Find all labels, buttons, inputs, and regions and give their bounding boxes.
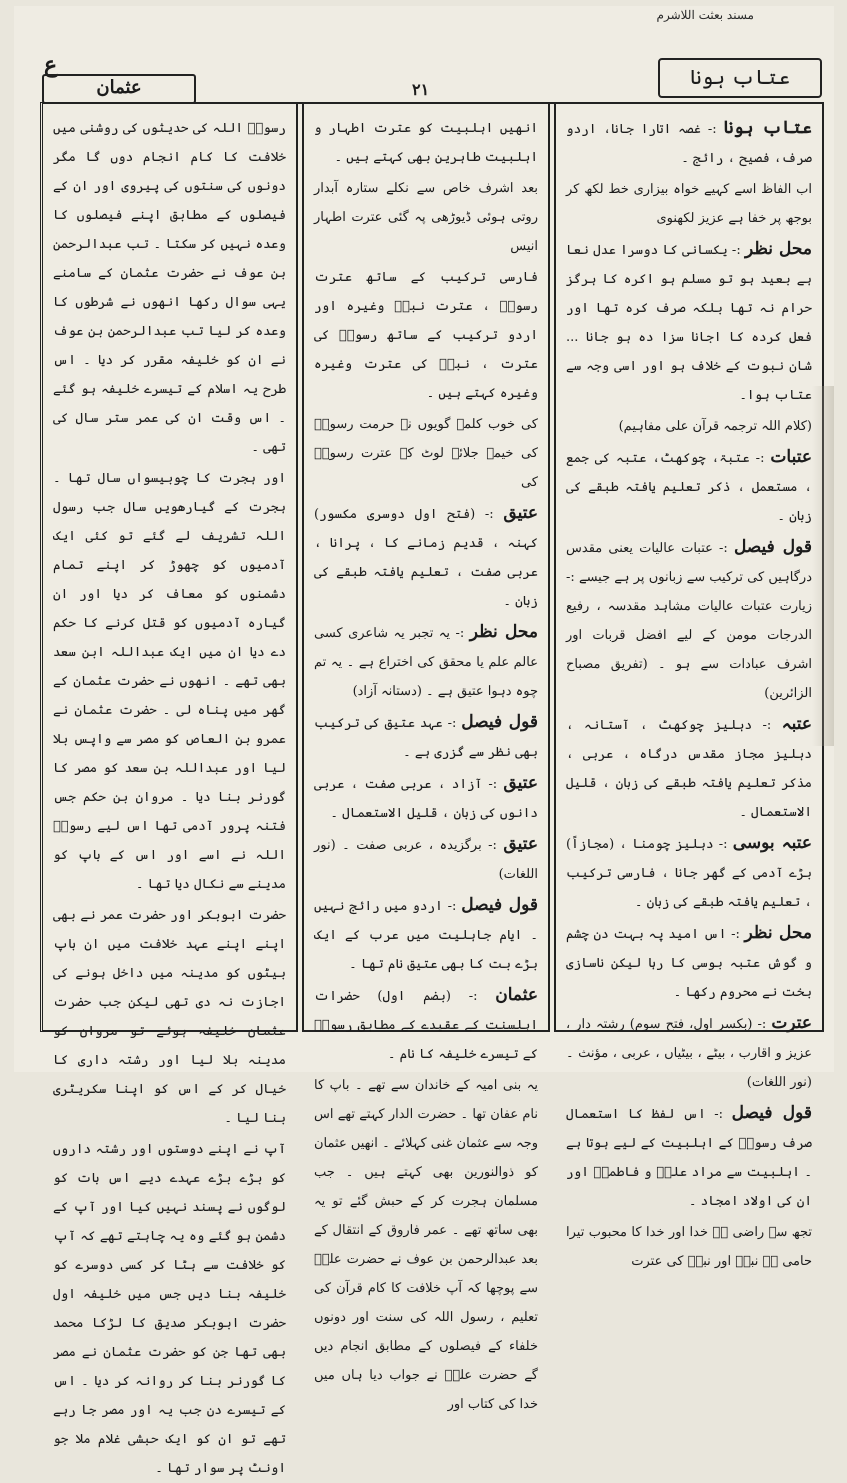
entry-text: :- غصہ اتارا جانا، اردو صرف، فصیح ، رائج ۔ bbox=[566, 122, 812, 166]
entry-text: :- اردو میں رائج نہیں ۔ ایام جاہلیت میں عرب کے ایک بڑے بت کا بھی عتیق نام تھا ۔ bbox=[314, 899, 538, 972]
header-right-title: عتاب ہونا bbox=[658, 58, 822, 98]
entry-paragraph bbox=[53, 1135, 286, 1483]
entry-paragraph bbox=[566, 412, 812, 441]
entry-paragraph bbox=[53, 464, 286, 899]
entry-headword: قول فیصل bbox=[731, 1103, 813, 1123]
entry-text: :- عتبۃ، چوکھٹ، عتبہ کی جمع ، مستعمل ، ذکر تعلیم یافتہ طبقے کی زبان ۔ bbox=[566, 451, 812, 524]
entry-text: :- دہلیز چوکھٹ ، آستانہ ، دہلیز مجاز مقدس درگاہ ، عربی ، مذکر تعلیم یافتہ طبقے کی زبان ، قلیل الاستعمال ۔ bbox=[566, 718, 812, 820]
entry-text: اور ہجرت کا چوبیسواں سال تھا ۔ ہجرت کے گیارھویں سال جب رسول اللہ تشریف لے گئے تو کئی ایک آدمیوں کو چھوڑ کر اپنے تمام دشمنوں کو معاف کر دیا اور ان گیارہ آدمیوں کو قتل کرنے کا حکم دے دیا ان میں ایک عبداللہ ابن سعد بھی تھے ۔ انھوں نے حضرت عثمان کے گھر میں پناہ لی ۔ حضرت عثمان نے عمرو بن العاص کو مصر سے واپس بلا لیا اور عبداللہ بن سعد کو مصر کا گورنر بنا دیا ۔ مروان بن حکم جس فتنہ پرور آدمی تھا اس لیے رسولؐ اللہ نے اسے اور اس کے باپ کو مدینے سے نکال دیا تھا ۔ bbox=[53, 471, 286, 892]
entry-paragraph bbox=[566, 443, 812, 531]
entry-paragraph bbox=[314, 410, 538, 497]
column-left bbox=[40, 102, 298, 1476]
entry-paragraph bbox=[314, 618, 538, 706]
entry-paragraph bbox=[566, 710, 812, 827]
entry-text: یہ بنی امیہ کے خاندان سے تھے ۔ باپ کا نام عفان تھا ۔ حضرت الدار کہتے تھے اس وجہ سے عثمان غنی کہلائے ۔ انھیں عثمان کو ذوالنورین بھی کہتے ہیں ۔ جب مسلمان ہجرت کر کے حبش گئے تو یہ بھی ساتھ تھے ۔ عمر فاروق کے انتقال کے بعد عبدالرحمن بن عوف نے حضرت علیؑ سے پوچھا کہ آپ خلافت کا کام قرآن کی تعلیم ، رسول اللہ کی سنت اور دونوں خلفاء کے فیصلوں کے مطابق انجام دیں گے حضرت علیؑ نے جواب دیا ہاں میں خدا کی کتاب اور bbox=[314, 1078, 538, 1412]
top-strip-text: مسند بعثت اللاشرم bbox=[656, 8, 754, 22]
entry-text: :- یکسانی کا دوسرا عدل نعا ہے بعید ہو تو مسلم ہو اکرہ کا ہرگز حرام نہ تھا بلکہ صرف کرہ تھا اور فعل کردہ کا اجانا سزا دہ ہو جانا ... شان نبوت کے خلاف ہو اور اسی وجہ سے عتاب ہوا۔ bbox=[566, 243, 812, 403]
entry-headword: محل نظر bbox=[469, 622, 538, 642]
entry-text: :- اس لفظ کا استعمال صرف رسولؐ کے اہلبیت کے لیے ہوتا ہے ۔ اہلبیت سے مراد علیؑ و فاطمہؑ اور ان کی اولاد امجاد ۔ bbox=[566, 1107, 812, 1209]
entry-paragraph bbox=[314, 830, 538, 889]
entry-headword: عثمان bbox=[495, 985, 538, 1005]
entry-text: فارسی ترکیب کے ساتھ عترت رسولؐ ، عترت نبیؐ وغیرہ اور اردو ترکیب کے ساتھ رسولؐ کی عترت ، نبیؐ کی عترت وغیرہ وغیرہ کہتے ہیں ۔ bbox=[314, 270, 538, 401]
entry-paragraph bbox=[314, 891, 538, 979]
header-letter: ع bbox=[44, 52, 58, 78]
entry-text: کی خوب کلمہ گویوں نے حرمت رسولؐ کی خیمے جلائے لوٹ کے عترت رسولؐ کی bbox=[314, 417, 538, 490]
entry-paragraph bbox=[314, 263, 538, 408]
entry-text: حضرت ابوبکر اور حضرت عمر نے بھی اپنے اپنے عہد خلافت میں ان باپ بیٹوں کو مدینہ میں داخل ہونے کی اجازت نہ دی تھی لیکن جب حضرت عثمان خلیفہ ہوئے تو مروان کو مدینہ بلا لیا اور رشتہ داری کا خیال کر کے اس کو اپنا سکریٹری بنا لیا ۔ bbox=[53, 908, 286, 1126]
header-left-title: عثمان bbox=[42, 74, 196, 104]
entry-headword: قول فیصل bbox=[461, 895, 538, 915]
entry-headword: عتبہ بوسی bbox=[732, 833, 812, 853]
entry-headword: عتبہ bbox=[781, 714, 812, 734]
entry-paragraph bbox=[53, 114, 286, 462]
entry-headword: محل نظر bbox=[744, 239, 812, 259]
entry-paragraph bbox=[314, 114, 538, 172]
entry-text: اب الفاظ اسے کہیے خواہ بیزاری خط لکھ کر بوجھ پر خفا ہے عزیز لکھنوی bbox=[566, 182, 812, 226]
entry-paragraph bbox=[566, 533, 812, 708]
column-middle bbox=[302, 102, 550, 1412]
entry-paragraph bbox=[566, 114, 812, 173]
entry-text: آپ نے اپنے دوستوں اور رشتہ داروں کو بڑے بڑے عہدے دیے اس بات کو لوگوں نے پسند نہیں کیا اور آپ کے دشمن ہو گئے وہ یہ چاہتے تھے کہ آپ کو خلافت سے ہٹا کر کسی دوسرے کو خلیفہ بنا دیں جس میں خلیفہ اول حضرت ابوبکر صدیق کا لڑکا محمد بھی تھا جن کو حضرت عثمان نے مصر کا گورنر بنا کر روانہ کر دیا ۔ اس کے تیسرے دن جب یہ اور مصر جا رہے تھے تو ان کو ایک حبشی غلام ملا جو اونٹ پر سوار تھا ۔ bbox=[53, 1142, 286, 1476]
entry-paragraph bbox=[314, 708, 538, 767]
column-right bbox=[554, 102, 824, 1269]
entry-headword: قول فیصل bbox=[733, 537, 812, 557]
entry-headword: قول فیصل bbox=[461, 712, 538, 732]
entry-text: بعد اشرف خاص سے نکلے ستارہ آبدار روتی ہوئی ڈیوڑھی پہ گئی عترت اطہار انیس bbox=[314, 181, 538, 254]
entry-headword: عتیق bbox=[503, 773, 538, 793]
entry-paragraph bbox=[314, 769, 538, 828]
entry-paragraph bbox=[566, 235, 812, 410]
entry-headword: عتیق bbox=[503, 503, 538, 523]
entry-paragraph bbox=[53, 901, 286, 1133]
page-header bbox=[42, 52, 822, 104]
entry-text: تجھ سے راضی ہے خدا اور خدا کا محبوب تیرا حامی ہے نبیؐ اور نبیؐ کی عترت bbox=[566, 1225, 812, 1269]
page-number: ۲۱ bbox=[412, 80, 430, 99]
entry-paragraph bbox=[314, 981, 538, 1069]
entry-text: :- دہلیز چومنا ، (مجازاً) بڑے آدمی کے گھر جانا ، فارسی ترکیب ، تعلیم یافتہ طبقے کی زبان ۔ bbox=[566, 837, 812, 910]
entry-text: :- آزاد ، عربی صفت ، عربی دانوں کی زبان ، قلیل الاستعمال ۔ bbox=[314, 777, 538, 821]
entry-text: :- اس امید پہ بہت دن چشم و گوش عتبہ بوسی کا رہا لیکن ناسازی بخت نے محروم رکھا ۔ bbox=[566, 927, 812, 1000]
entry-text: :- عتبات عالیات یعنی مقدس درگاہیں کی ترکیب سے زبانوں پر ہے جیسے :- زیارت عتبات عالیات مشاہد مقدسہ ، رفیع الدرجات مومن کے لیے افضل قربات اور اشرف عبادات سے ہو ۔ (تفریق مصباح الزائرین) bbox=[566, 541, 812, 701]
entry-paragraph bbox=[566, 1009, 812, 1097]
entry-headword: عتیق bbox=[503, 834, 538, 854]
entry-paragraph bbox=[566, 175, 812, 233]
entry-text: :- یہ تجبر یہ شاعری کسی عالم علم یا محقق کی اختراع ہے ۔ یہ تم چوہ دہوا عتیق ہے ۔ (دستانہ آزاد) bbox=[314, 626, 538, 699]
entry-paragraph bbox=[566, 829, 812, 917]
entry-paragraph bbox=[314, 174, 538, 261]
entry-paragraph bbox=[566, 1099, 812, 1216]
entry-headword: عترت bbox=[771, 1013, 812, 1033]
entry-text: انھیں اہلبیت کو عترت اطہار و اہلبیت طاہرین بھی کہتے ہیں ۔ bbox=[314, 121, 538, 165]
entry-paragraph bbox=[314, 499, 538, 616]
entry-headword: عتاب ہونا bbox=[723, 118, 812, 138]
entry-paragraph bbox=[314, 1071, 538, 1419]
entry-text: :- برگزیدہ ، عربی صفت ۔ (نور اللغات) bbox=[314, 838, 538, 882]
entry-text: :- (فتح اول دوسری مکسور) کہنہ ، قدیم زمانے کا ، پرانا ، عربی صفت ، تعلیم یافتہ طبقے کی زبان ۔ bbox=[314, 507, 538, 609]
entry-text: (کلام اللہ ترجمہ قرآن علی مفاہیم) bbox=[618, 419, 812, 434]
entry-paragraph bbox=[566, 1218, 812, 1276]
entry-headword: عتبات bbox=[770, 447, 812, 467]
entry-text: رسولؐ اللہ کی حدیثوں کی روشنی میں خلافت کا کام انجام دوں گا مگر دونوں کی سنتوں کی پیروی اور ان کے فیصلوں کے مطابق اپنے فیصلوں کا وعدہ نہیں کر سکتا ۔ تب عبدالرحمن بن عوف نے حضرت عثمان کے سامنے یہی سوال رکھا انھوں نے شرطوں کا وعدہ کر لیا تب عبدالرحمن بن عوف نے ان کو خلیفہ مقرر کر دیا ۔ اس طرح یہ اسلام کے تیسرے خلیفہ ہو گئے ۔ اس وقت ان کی عمر ستر سال کی تھی ۔ bbox=[53, 121, 286, 455]
entry-text: :- (بضم اول) حضرات اہلسنت کے عقیدے کے مطابق رسولؐ کے تیسرے خلیفہ کا نام ۔ bbox=[314, 989, 538, 1062]
scanned-page bbox=[14, 6, 834, 1476]
entry-paragraph bbox=[566, 919, 812, 1007]
entry-text: :- عہد عتیق کی ترکیب بھی نظر سے گزری ہے ۔ bbox=[314, 716, 538, 760]
page-edge-stain bbox=[812, 386, 834, 746]
entry-text: :- (بکسر اول، فتح سوم) رشتہ دار ، عزیز و اقارب ، بیٹے ، بیٹیاں ، عربی ، مؤنث ۔ (نور اللغات) bbox=[566, 1017, 812, 1090]
entry-headword: محل نظر bbox=[744, 923, 812, 943]
